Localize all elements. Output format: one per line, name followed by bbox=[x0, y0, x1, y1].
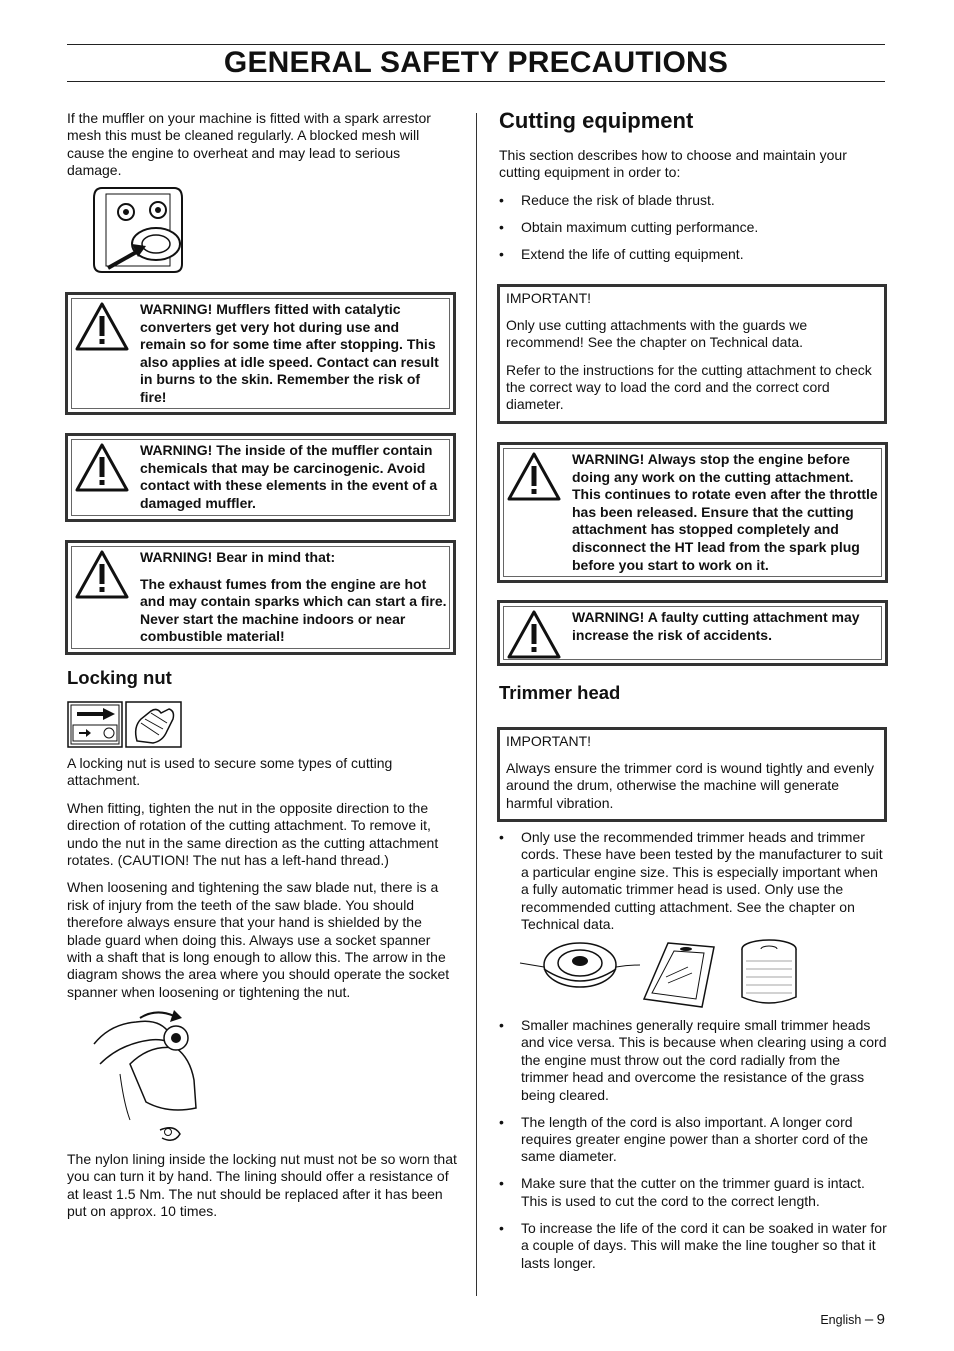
list-item: • Only use the recommended trimmer heads and trimmer cords. These have been tested by the manufacturer to suit a particular engine size. This is especially important when a fully automatic trimmer head is used. Only use the recommended cutting attachment. See the chapter on Technical data. bbox=[499, 829, 887, 933]
warning-triangle-icon bbox=[74, 301, 130, 353]
list-item: • To increase the life of the cord it can be soaked in water for a couple of days. This will make the line tougher so that it lasts longer. bbox=[499, 1220, 887, 1272]
footer-dash: – bbox=[864, 1311, 874, 1328]
locking-nut-symbol-icons bbox=[67, 701, 182, 748]
page-title: GENERAL SAFETY PRECAUTIONS bbox=[223, 46, 729, 79]
trimmer-bullet-list-2 bbox=[499, 1017, 887, 1272]
cutting-bullet-list bbox=[499, 192, 887, 263]
warning-text: WARNING! The inside of the muffler contain chemicals that may be carcinogenic. Avoid contact with these elements in the event of a damaged muffler. bbox=[140, 442, 438, 511]
warning-triangle-icon bbox=[74, 442, 130, 494]
warning-exhaust bbox=[65, 540, 456, 655]
important-text: Only use cutting attachments with the guards we recommend! See the chapter on Technical data. bbox=[506, 317, 808, 351]
warning-title: WARNING! Bear in mind that: bbox=[140, 549, 336, 565]
important-text: Refer to the instructions for the cutting attachment to check the correct way to load the cord and the correct cord diameter. bbox=[506, 361, 872, 413]
locking-nut-paragraph: A locking nut is used to secure some types of cutting attachment. bbox=[67, 755, 393, 789]
socket-spanner-illustration bbox=[90, 1004, 205, 1144]
important-label: IMPORTANT! bbox=[506, 290, 592, 306]
warning-triangle-icon bbox=[506, 609, 562, 661]
locking-nut-heading: Locking nut bbox=[67, 667, 172, 688]
warning-stop-engine bbox=[497, 442, 888, 583]
list-item: • Make sure that the cutter on the trimmer guard is intact. This is used to cut the cord to the correct length. bbox=[499, 1175, 887, 1210]
page-number: 9 bbox=[876, 1311, 885, 1328]
warning-catalytic bbox=[65, 292, 456, 415]
locking-nut-paragraph: When fitting, tighten the nut in the opposite direction to the direction of rotation of the cutting attachment. To remove it, undo the nut in the same direction as the cutting attachment rotates. (CAUTION! The nut has a left-hand thread.) bbox=[67, 799, 439, 869]
nylon-lining-paragraph: The nylon lining inside the locking nut must not be so worn that you can turn it by hand. The lining should offer a resistance of at least 1.5 Nm. The nut should be replaced after it has been put on approx. 10 times. bbox=[67, 1151, 457, 1220]
important-text: Always ensure the trimmer cord is wound tightly and evenly around the drum, otherwise the machine will generate harmful vibration. bbox=[506, 760, 875, 811]
list-item: • Reduce the risk of blade thrust. bbox=[499, 192, 887, 209]
list-item: • The length of the cord is also important. A longer cord requires greater engine power than a shorter cord of the same diameter. bbox=[499, 1114, 887, 1166]
important-label: IMPORTANT! bbox=[506, 733, 592, 749]
warning-triangle-icon bbox=[506, 451, 562, 503]
trimmer-head-heading: Trimmer head bbox=[499, 682, 621, 703]
warning-text: WARNING! Mufflers fitted with catalytic converters get very hot during use and remain so for some time after stopping. This also applies at idle speed. Contact can result in burns to the skin. Remember the risk of fire! bbox=[140, 301, 439, 405]
muffler-illustration bbox=[88, 184, 200, 276]
warning-triangle-icon bbox=[74, 549, 130, 601]
cutting-intro: This section describes how to choose and maintain your cutting equipment in order to: bbox=[499, 147, 847, 181]
warning-text: WARNING! Always stop the engine before doing any work on the cutting attachment. This continues to rotate even after the throttle has been released. Ensure that the cutting attachment has stopped completely and disconnect the HT lead from the spark plug before you start to work on it. bbox=[572, 451, 878, 573]
footer-language: English bbox=[820, 1313, 862, 1327]
important-box-guards bbox=[497, 284, 887, 424]
important-box-trimmer-cord bbox=[497, 727, 887, 822]
warning-faulty-attachment bbox=[497, 600, 888, 666]
locking-nut-paragraph: When loosening and tightening the saw blade nut, there is a risk of injury from the teeth of the saw blade. You should therefore always ensure that your hand is shielded by the blade guard when doing this. Always use a socket spanner with a shaft that is long enough to allow this. The arrow in the diagram shows the area where you should operate the socket spanner when loosening or tightening the nut. bbox=[67, 879, 450, 1000]
warning-body: The exhaust fumes from the engine are hot and may contain sparks which can start a fire. Never start the machine indoors or near combustible material! bbox=[140, 575, 447, 645]
list-item: • Smaller machines generally require small trimmer heads and vice versa. This is because when clearing using a cord the engine must throw out the cord radially from the trimmer head and overcome the resistance of the grass being cleared. bbox=[499, 1017, 887, 1104]
list-item: • Obtain maximum cutting performance. bbox=[499, 219, 887, 236]
list-item: • Extend the life of cutting equipment. bbox=[499, 246, 887, 263]
header-rule-bottom bbox=[67, 81, 885, 82]
intro-paragraph: If the muffler on your machine is fitted with a spark arrestor mesh this must be cleaned regularly. A blocked mesh will cause the engine to overheat and may lead to serious damage. bbox=[67, 110, 431, 179]
trimmer-head-and-cord-illustration bbox=[518, 937, 800, 1009]
page-footer bbox=[820, 1311, 885, 1328]
column-divider bbox=[476, 113, 477, 1296]
trimmer-bullet-list bbox=[499, 829, 887, 933]
warning-carcinogenic bbox=[65, 433, 456, 522]
cutting-equipment-heading: Cutting equipment bbox=[499, 108, 694, 133]
warning-text: WARNING! A faulty cutting attachment may increase the risk of accidents. bbox=[572, 609, 860, 643]
